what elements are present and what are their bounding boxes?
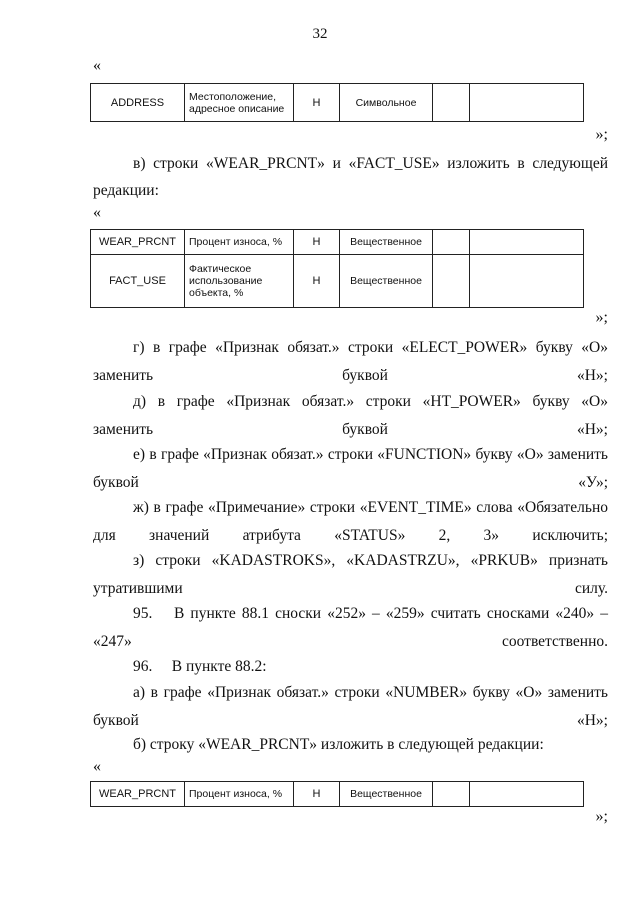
table-cell: Вещественное: [340, 782, 433, 807]
opening-quote: «: [93, 758, 101, 775]
closing-quote: »;: [595, 126, 608, 143]
table-cell: Процент износа, %: [185, 782, 294, 807]
table-cell: Процент износа, %: [185, 230, 294, 255]
table-row: [91, 84, 584, 122]
table-cell: Местоположение, адресное описание: [185, 84, 294, 122]
table-cell: [433, 782, 470, 807]
table-cell: Вещественное: [340, 230, 433, 255]
table-row: [91, 255, 584, 308]
table-cell: Вещественное: [340, 255, 433, 308]
table-cell: [470, 230, 584, 255]
table-cell: Н: [294, 782, 340, 807]
table-cell: WEAR_PRCNT: [91, 230, 185, 255]
table-cell: Н: [294, 230, 340, 255]
paragraph-a: а) в графе «Признак обязат.» строки «NUMBER» букву «О» заменить буквой «Н»;: [93, 684, 608, 729]
paragraph-g: г) в графе «Признак обязат.» строки «ELECT_POWER» букву «О» заменить буквой «Н»;: [93, 339, 608, 384]
paragraph-96: 96. В пункте 88.2:: [133, 658, 267, 675]
opening-quote: «: [93, 57, 101, 74]
table-cell: [433, 84, 470, 122]
closing-quote: »;: [595, 309, 608, 326]
table-cell: [433, 255, 470, 308]
table-cell: [470, 782, 584, 807]
wear-fact-table: [90, 229, 584, 308]
table-cell: FACT_USE: [91, 255, 185, 308]
table-cell: Фактическое использование объекта, %: [185, 255, 294, 308]
paragraph-b: б) строку «WEAR_PRCNT» изложить в следующей редакции:: [133, 736, 544, 753]
table-cell: WEAR_PRCNT: [91, 782, 185, 807]
table-row: [91, 782, 584, 807]
table-cell: Н: [294, 84, 340, 122]
paragraph-v: в) строки «WEAR_PRCNT» и «FACT_USE» изложить в следующей редакции:: [93, 155, 608, 199]
table-cell: ADDRESS: [91, 84, 185, 122]
paragraph-zh: ж) в графе «Примечание» строки «EVENT_TIME» слова «Обязательно для значений атрибута «STATUS» 2, 3» исключить;: [93, 499, 608, 544]
table-cell: [433, 230, 470, 255]
opening-quote: «: [93, 204, 101, 221]
table-row: [91, 230, 584, 255]
address-table: [90, 83, 584, 122]
paragraph-z: з) строки «KADASTROKS», «KADASTRZU», «PRKUB» признать утратившими силу.: [93, 552, 608, 597]
paragraph-d: д) в графе «Признак обязат.» строки «HT_POWER» букву «О» заменить буквой «Н»;: [93, 393, 608, 438]
table-cell: [470, 255, 584, 308]
paragraph-95: 95. В пункте 88.1 сноски «252» – «259» считать сносками «240» – «247» соответственно.: [93, 605, 608, 650]
wear-table: [90, 781, 584, 807]
table-cell: Н: [294, 255, 340, 308]
paragraph-e: е) в графе «Признак обязат.» строки «FUNCTION» букву «О» заменить буквой «У»;: [93, 446, 608, 491]
page-number: 32: [312, 26, 328, 42]
closing-quote: »;: [595, 808, 608, 825]
table-cell: Символьное: [340, 84, 433, 122]
table-cell: [470, 84, 584, 122]
